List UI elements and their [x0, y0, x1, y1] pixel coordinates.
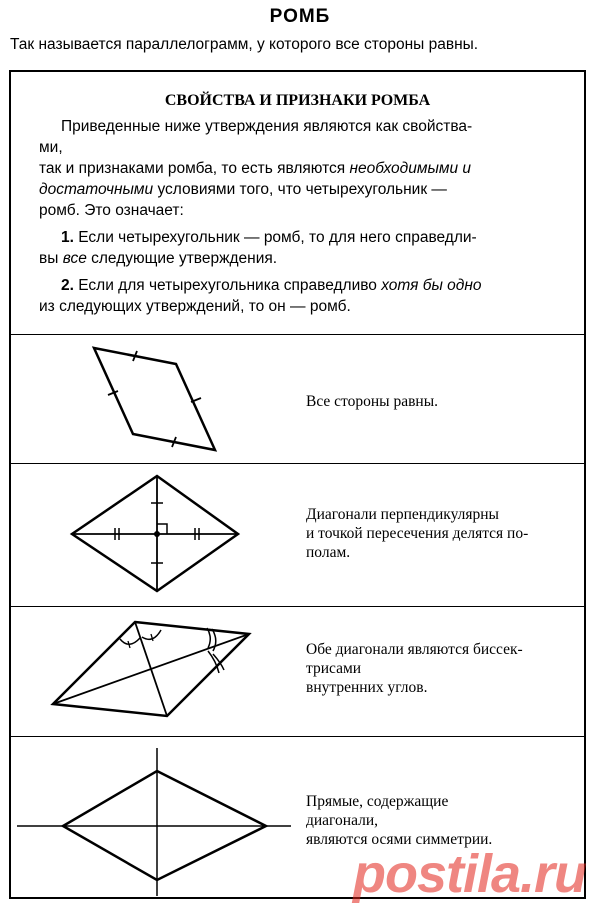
row-divider [11, 736, 584, 737]
row-divider [11, 334, 584, 335]
row-4-text [306, 792, 581, 849]
row-3-line: Обе диагонали являются биссек- [306, 641, 523, 658]
rhombus-symmetry-axes-figure [11, 738, 301, 898]
intro-italic-sufficient: достаточными [39, 181, 154, 198]
intro-line-1: Приведенные ниже утверждения являются как свойства- [61, 118, 473, 135]
arc-tick [151, 634, 153, 641]
angle-arc-top [120, 638, 140, 644]
intro-line-3: условиями того, что четырехугольник — [153, 181, 447, 198]
row-3-line: внутренних углов. [306, 679, 428, 696]
intro-italic-necessary: необходимыми и [349, 160, 472, 177]
point-1-line-a: Если четырехугольник — ромб, то для него справедли- [73, 229, 477, 246]
point-1-line-b-pre: вы [39, 250, 63, 267]
row-4-line: диагонали, [306, 812, 378, 829]
rhombus-definition: Так называется параллелограмм, у которого все стороны равны. [10, 36, 479, 53]
rhombus-equal-sides-figure [11, 336, 301, 462]
page-title: РОМБ [269, 6, 331, 27]
row-1-line: Все стороны равны. [306, 393, 438, 410]
row-4-line: Прямые, содержащие [306, 793, 449, 810]
properties-intro [39, 116, 564, 317]
intro-line-4: ромб. Это означает: [39, 202, 184, 219]
watermark-logo: postila.ru [352, 844, 586, 904]
point-2-number: 2. [61, 277, 74, 294]
point-2-italic-at-least-one: хотя бы одно [381, 277, 482, 294]
diagonal [53, 634, 249, 704]
point-1-number: 1. [61, 229, 74, 246]
properties-frame [9, 70, 586, 899]
row-2-line: Диагонали перпендикулярны [306, 506, 499, 523]
properties-heading: СВОЙСТВА И ПРИЗНАКИ РОМБА [164, 92, 431, 109]
intro-line-2: так и признаками ромба, то есть являются [39, 160, 350, 177]
rhombus-angle-bisectors-figure [11, 608, 301, 735]
row-1-text [306, 392, 581, 411]
row-4-line: являются осями симметрии. [306, 831, 493, 848]
row-2-line: и точкой пересечения делятся по- [306, 525, 529, 542]
intro-line-1b: ми, [39, 139, 63, 156]
row-3-text [306, 640, 581, 697]
point-2-line-a: Если для четырехугольника справедливо [73, 277, 382, 294]
row-divider [11, 463, 584, 464]
row-2-line: полам. [306, 544, 351, 561]
point-1-line-b-post: следующие утверждения. [86, 250, 278, 267]
intersection-point [154, 531, 160, 537]
row-divider [11, 606, 584, 607]
row-3-line: трисами [306, 660, 362, 677]
rhombus-perpendicular-diagonals-figure [11, 465, 301, 605]
point-2-line-b: из следующих утверждений, то он — ромб. [39, 298, 351, 315]
point-1-italic-all: все [62, 250, 87, 267]
row-2-text [306, 505, 581, 562]
